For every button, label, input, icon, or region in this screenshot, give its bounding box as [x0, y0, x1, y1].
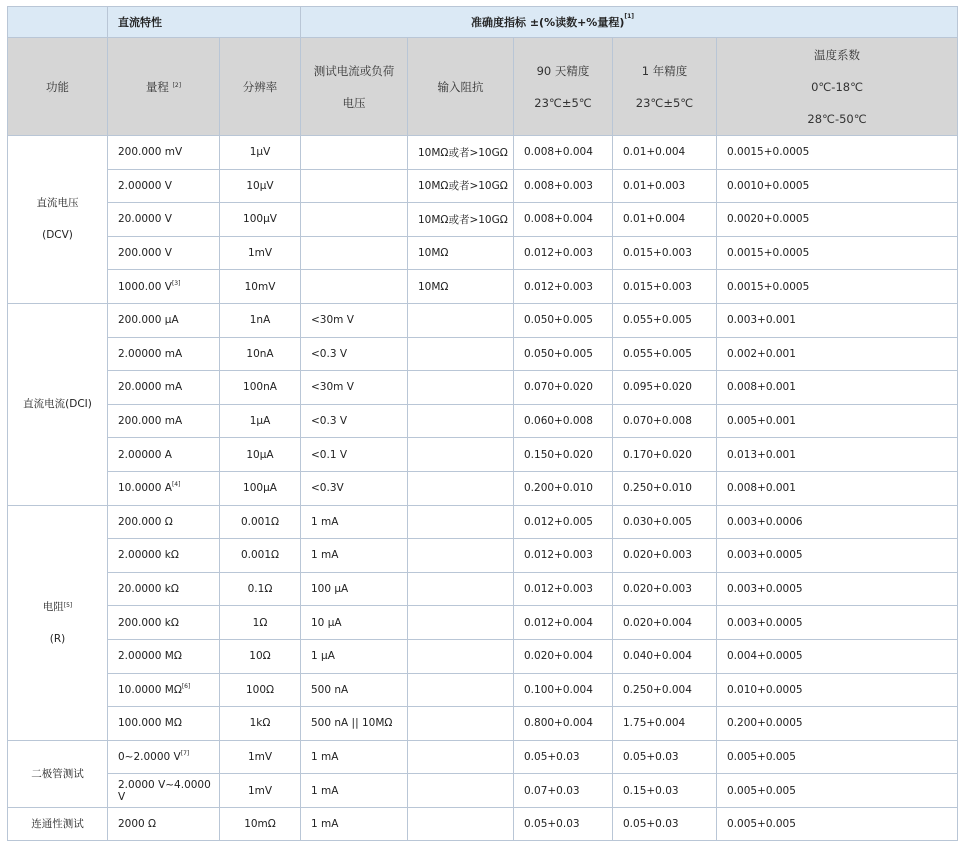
table-row	[8, 236, 958, 270]
input-impedance-cell	[408, 572, 514, 606]
function-cell	[8, 807, 108, 841]
test-current-cell: 10 μA	[301, 606, 408, 640]
accuracy-1year-cell: 0.05+0.03	[613, 740, 717, 774]
resolution-cell: 10mV	[220, 270, 301, 304]
header-input-impedance: 输入阻抗	[408, 38, 514, 136]
function-name	[8, 591, 107, 623]
range-value: 2.00000 A	[118, 448, 172, 461]
table-row	[8, 572, 958, 606]
range-value: 200.000 mV	[118, 146, 183, 159]
resolution-cell: 100μA	[220, 471, 301, 505]
accuracy-1year-cell: 0.030+0.005	[613, 505, 717, 539]
resolution-cell: 10mΩ	[220, 807, 301, 841]
input-impedance-cell	[408, 371, 514, 405]
accuracy-1year-cell: 0.070+0.008	[613, 404, 717, 438]
header-90day	[514, 38, 613, 136]
accuracy-1year-cell: 0.15+0.03	[613, 774, 717, 808]
temp-coeff-cell: 0.003+0.0005	[717, 572, 958, 606]
table-row	[8, 707, 958, 741]
temp-coeff-cell: 0.013+0.001	[717, 438, 958, 472]
input-impedance-cell	[408, 639, 514, 673]
resolution-cell: 0.1Ω	[220, 572, 301, 606]
range-value: 2000 Ω	[118, 818, 157, 831]
test-current-cell: <30m V	[301, 303, 408, 337]
range-cell	[108, 471, 220, 505]
range-cell	[108, 303, 220, 337]
accuracy-1year-cell: 0.020+0.003	[613, 539, 717, 573]
test-current-cell: 100 μA	[301, 572, 408, 606]
header-temp-line3: 28℃-50℃	[807, 111, 867, 126]
range-value: 100.000 MΩ	[118, 717, 182, 730]
resolution-cell: 1mV	[220, 236, 301, 270]
header-test-current-line2: 电压	[342, 95, 366, 110]
temp-coeff-cell: 0.003+0.0005	[717, 606, 958, 640]
header-90day-line2: 23℃±5℃	[534, 95, 592, 110]
input-impedance-cell	[408, 807, 514, 841]
function-abbrev: (R)	[49, 632, 66, 645]
table-row	[8, 438, 958, 472]
accuracy-90day-cell: 0.008+0.004	[514, 136, 613, 170]
temp-coeff-cell: 0.003+0.0005	[717, 539, 958, 573]
temp-coeff-cell: 0.0020+0.0005	[717, 203, 958, 237]
resolution-cell: 1nA	[220, 303, 301, 337]
temp-coeff-cell: 0.010+0.0005	[717, 673, 958, 707]
range-cell	[108, 606, 220, 640]
table-row	[8, 371, 958, 405]
table-body	[8, 136, 958, 841]
accuracy-90day-cell: 0.100+0.004	[514, 673, 613, 707]
range-value: 2.00000 kΩ	[118, 549, 179, 562]
range-cell	[108, 169, 220, 203]
accuracy-90day-cell: 0.800+0.004	[514, 707, 613, 741]
accuracy-1year-cell: 0.015+0.003	[613, 270, 717, 304]
table-row	[8, 404, 958, 438]
header-1year	[613, 38, 717, 136]
table-row	[8, 673, 958, 707]
resolution-cell: 10Ω	[220, 639, 301, 673]
resolution-cell: 10μV	[220, 169, 301, 203]
table-row	[8, 270, 958, 304]
header-1year-line1: 1 年精度	[641, 63, 688, 78]
resolution-cell: 1μV	[220, 136, 301, 170]
accuracy-90day-cell: 0.012+0.003	[514, 236, 613, 270]
table-row	[8, 169, 958, 203]
range-value: 2.00000 V	[118, 179, 172, 192]
header-test-current	[301, 38, 408, 136]
range-note: [4]	[171, 481, 181, 489]
range-cell	[108, 505, 220, 539]
range-value: 20.0000 V	[118, 213, 172, 226]
title-blank-cell	[8, 7, 108, 38]
test-current-cell: 1 mA	[301, 740, 408, 774]
test-current-cell: 1 mA	[301, 539, 408, 573]
accuracy-1year-cell: 0.020+0.004	[613, 606, 717, 640]
test-current-cell	[301, 270, 408, 304]
test-current-cell: 500 nA || 10MΩ	[301, 707, 408, 741]
range-value: 200.000 Ω	[118, 515, 173, 528]
test-current-cell	[301, 236, 408, 270]
function-cell	[8, 505, 108, 740]
accuracy-90day-cell: 0.008+0.004	[514, 203, 613, 237]
function-name-text: 电阻	[42, 600, 64, 613]
accuracy-90day-cell: 0.008+0.003	[514, 169, 613, 203]
temp-coeff-cell: 0.003+0.0006	[717, 505, 958, 539]
range-value: 200.000 mA	[118, 415, 183, 428]
header-1year-line2: 23℃±5℃	[635, 95, 694, 110]
function-name	[8, 187, 107, 219]
test-current-cell: <0.3V	[301, 471, 408, 505]
accuracy-90day-cell: 0.07+0.03	[514, 774, 613, 808]
range-cell	[108, 337, 220, 371]
temp-coeff-cell: 0.005+0.005	[717, 774, 958, 808]
table-row	[8, 505, 958, 539]
input-impedance-cell	[408, 740, 514, 774]
temp-coeff-cell: 0.0015+0.0005	[717, 270, 958, 304]
accuracy-90day-cell: 0.05+0.03	[514, 740, 613, 774]
section-title: 直流特性	[108, 7, 301, 38]
accuracy-1year-cell: 0.055+0.005	[613, 337, 717, 371]
dc-spec-table	[7, 6, 958, 841]
temp-coeff-cell: 0.004+0.0005	[717, 639, 958, 673]
function-cell	[8, 740, 108, 807]
header-resolution: 分辨率	[220, 38, 301, 136]
header-range-note: [2]	[172, 81, 182, 89]
function-name-text: 直流电流(DCI)	[23, 398, 92, 411]
accuracy-1year-cell: 0.01+0.004	[613, 136, 717, 170]
accuracy-90day-cell: 0.050+0.005	[514, 337, 613, 371]
test-current-cell: 1 μA	[301, 639, 408, 673]
accuracy-1year-cell: 0.020+0.003	[613, 572, 717, 606]
resolution-cell: 1μA	[220, 404, 301, 438]
accuracy-90day-cell: 0.012+0.003	[514, 539, 613, 573]
test-current-cell	[301, 169, 408, 203]
accuracy-1year-cell: 0.055+0.005	[613, 303, 717, 337]
table-row	[8, 740, 958, 774]
input-impedance-cell	[408, 707, 514, 741]
temp-coeff-cell: 0.200+0.0005	[717, 707, 958, 741]
title-row	[8, 7, 958, 38]
range-cell	[108, 270, 220, 304]
table-row	[8, 471, 958, 505]
temp-coeff-cell: 0.0015+0.0005	[717, 136, 958, 170]
function-name-text: 直流电压	[36, 197, 79, 210]
accuracy-90day-cell: 0.020+0.004	[514, 639, 613, 673]
header-function: 功能	[8, 38, 108, 136]
temp-coeff-cell: 0.003+0.001	[717, 303, 958, 337]
range-value: 2.0000 V~4.0000 V	[118, 778, 211, 803]
accuracy-1year-cell: 0.015+0.003	[613, 236, 717, 270]
accuracy-90day-cell: 0.060+0.008	[514, 404, 613, 438]
range-value: 200.000 V	[118, 247, 172, 260]
accuracy-1year-cell: 0.01+0.003	[613, 169, 717, 203]
header-temp-line2: 0℃-18℃	[811, 79, 863, 94]
range-cell	[108, 707, 220, 741]
test-current-cell: 1 mA	[301, 807, 408, 841]
input-impedance-cell	[408, 337, 514, 371]
resolution-cell: 10μA	[220, 438, 301, 472]
input-impedance-cell: 10MΩ	[408, 270, 514, 304]
input-impedance-cell	[408, 606, 514, 640]
input-impedance-cell: 10MΩ或者>10GΩ	[408, 136, 514, 170]
resolution-cell: 100Ω	[220, 673, 301, 707]
accuracy-90day-cell: 0.012+0.003	[514, 572, 613, 606]
function-name-text: 二极管测试	[31, 767, 84, 780]
range-value: 20.0000 kΩ	[118, 583, 179, 596]
accuracy-90day-cell: 0.012+0.004	[514, 606, 613, 640]
test-current-cell: <0.1 V	[301, 438, 408, 472]
test-current-cell: 1 mA	[301, 505, 408, 539]
function-cell	[8, 303, 108, 505]
accuracy-1year-cell: 0.095+0.020	[613, 371, 717, 405]
temp-coeff-cell: 0.002+0.001	[717, 337, 958, 371]
range-cell	[108, 740, 220, 774]
accuracy-note: [1]	[624, 13, 635, 20]
range-cell	[108, 203, 220, 237]
resolution-cell: 1kΩ	[220, 707, 301, 741]
range-cell	[108, 404, 220, 438]
header-temp-coeff	[717, 38, 958, 136]
temp-coeff-cell: 0.005+0.005	[717, 807, 958, 841]
table-row	[8, 539, 958, 573]
table-row	[8, 606, 958, 640]
input-impedance-cell	[408, 774, 514, 808]
accuracy-90day-cell: 0.150+0.020	[514, 438, 613, 472]
table-row	[8, 774, 958, 808]
accuracy-1year-cell: 0.250+0.004	[613, 673, 717, 707]
test-current-cell: 500 nA	[301, 673, 408, 707]
range-cell	[108, 438, 220, 472]
input-impedance-cell: 10MΩ或者>10GΩ	[408, 169, 514, 203]
function-name	[8, 388, 107, 420]
accuracy-90day-cell: 0.200+0.010	[514, 471, 613, 505]
accuracy-90day-cell: 0.070+0.020	[514, 371, 613, 405]
range-cell	[108, 236, 220, 270]
test-current-cell	[301, 136, 408, 170]
function-abbrev: (DCV)	[42, 229, 73, 242]
input-impedance-cell	[408, 404, 514, 438]
resolution-cell: 1mV	[220, 740, 301, 774]
temp-coeff-cell: 0.005+0.001	[717, 404, 958, 438]
range-note: [6]	[181, 682, 191, 690]
input-impedance-cell	[408, 303, 514, 337]
accuracy-1year-cell: 0.250+0.010	[613, 471, 717, 505]
table-row	[8, 303, 958, 337]
range-cell	[108, 539, 220, 573]
temp-coeff-cell: 0.0010+0.0005	[717, 169, 958, 203]
range-value: 2.00000 mA	[118, 347, 183, 360]
range-note: [7]	[180, 749, 190, 757]
accuracy-1year-cell: 0.05+0.03	[613, 807, 717, 841]
function-name-text: 连通性测试	[31, 818, 84, 831]
accuracy-1year-cell: 0.040+0.004	[613, 639, 717, 673]
accuracy-90day-cell: 0.012+0.003	[514, 270, 613, 304]
accuracy-1year-cell: 0.01+0.004	[613, 203, 717, 237]
range-cell	[108, 774, 220, 808]
table-row	[8, 203, 958, 237]
accuracy-1year-cell: 0.170+0.020	[613, 438, 717, 472]
accuracy-90day-cell: 0.05+0.03	[514, 807, 613, 841]
temp-coeff-cell: 0.008+0.001	[717, 471, 958, 505]
range-value: 200.000 μA	[118, 314, 179, 327]
accuracy-90day-cell: 0.050+0.005	[514, 303, 613, 337]
temp-coeff-cell: 0.0015+0.0005	[717, 236, 958, 270]
range-cell	[108, 673, 220, 707]
range-value: 10.0000 MΩ	[118, 683, 182, 696]
input-impedance-cell: 10MΩ或者>10GΩ	[408, 203, 514, 237]
range-cell	[108, 572, 220, 606]
resolution-cell: 1mV	[220, 774, 301, 808]
resolution-cell: 0.001Ω	[220, 539, 301, 573]
input-impedance-cell	[408, 505, 514, 539]
header-range-text: 量程	[145, 79, 169, 94]
resolution-cell: 10nA	[220, 337, 301, 371]
table-row	[8, 807, 958, 841]
test-current-cell: <0.3 V	[301, 404, 408, 438]
test-current-cell	[301, 203, 408, 237]
input-impedance-cell	[408, 471, 514, 505]
accuracy-title-text: 准确度指标 ±(%读数+%量程)	[471, 16, 625, 29]
test-current-cell: <0.3 V	[301, 337, 408, 371]
header-range	[108, 38, 220, 136]
function-name	[8, 808, 107, 840]
header-90day-line1: 90 天精度	[536, 63, 590, 78]
header-row	[8, 38, 958, 136]
temp-coeff-cell: 0.008+0.001	[717, 371, 958, 405]
table-row	[8, 136, 958, 170]
accuracy-90day-cell: 0.012+0.005	[514, 505, 613, 539]
range-cell	[108, 807, 220, 841]
range-cell	[108, 136, 220, 170]
range-value: 0~2.0000 V	[118, 750, 181, 763]
range-value: 20.0000 mA	[118, 381, 183, 394]
header-temp-line1: 温度系数	[814, 47, 861, 62]
range-note: [3]	[171, 279, 181, 287]
range-value: 200.000 kΩ	[118, 616, 179, 629]
accuracy-title	[301, 7, 958, 38]
input-impedance-cell	[408, 438, 514, 472]
table-row	[8, 639, 958, 673]
range-value: 2.00000 MΩ	[118, 650, 182, 663]
resolution-cell: 100nA	[220, 371, 301, 405]
resolution-cell: 1Ω	[220, 606, 301, 640]
function-note: [5]	[63, 601, 73, 609]
range-value: 1000.00 V	[118, 280, 172, 293]
header-test-current-line1: 测试电流或负荷	[313, 63, 395, 78]
input-impedance-cell	[408, 539, 514, 573]
range-cell	[108, 371, 220, 405]
test-current-cell: <30m V	[301, 371, 408, 405]
function-cell	[8, 136, 108, 304]
function-name	[8, 758, 107, 790]
temp-coeff-cell: 0.005+0.005	[717, 740, 958, 774]
resolution-cell: 100μV	[220, 203, 301, 237]
input-impedance-cell	[408, 673, 514, 707]
input-impedance-cell: 10MΩ	[408, 236, 514, 270]
resolution-cell: 0.001Ω	[220, 505, 301, 539]
range-cell	[108, 639, 220, 673]
range-value: 10.0000 A	[118, 482, 172, 495]
test-current-cell: 1 mA	[301, 774, 408, 808]
accuracy-1year-cell: 1.75+0.004	[613, 707, 717, 741]
table-row	[8, 337, 958, 371]
